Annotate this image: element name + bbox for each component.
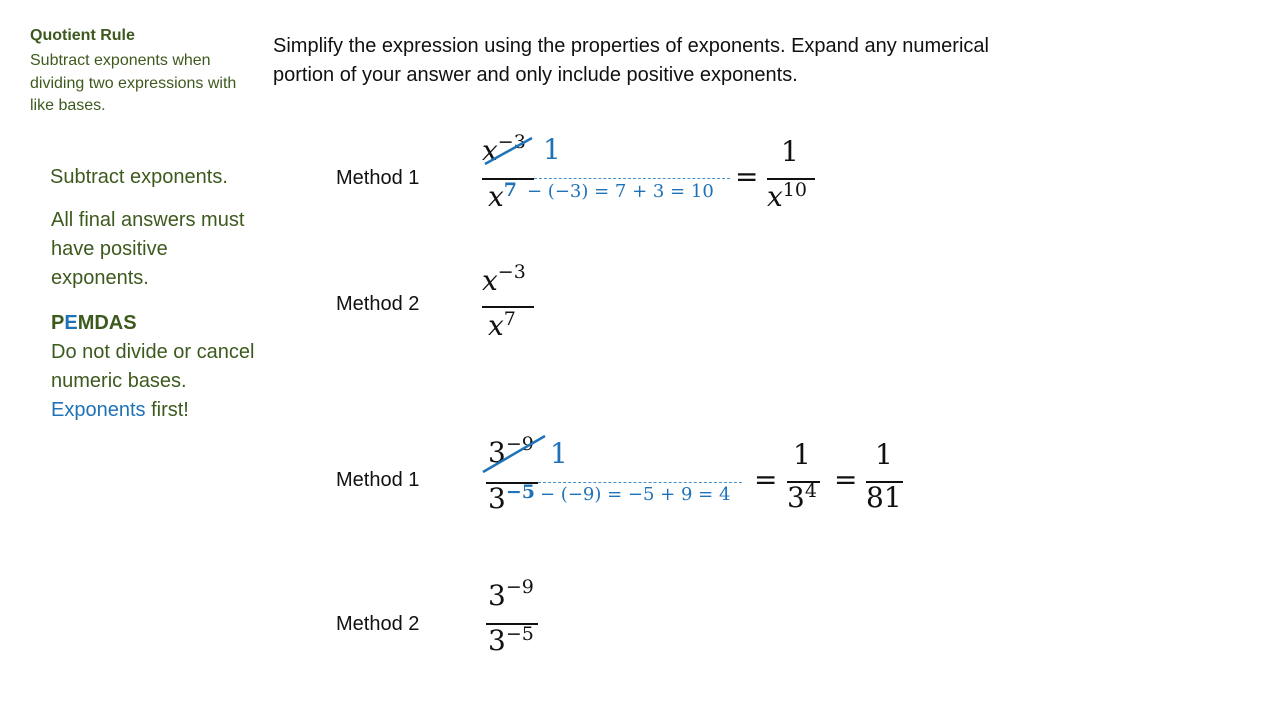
pemdas-p: P	[51, 312, 65, 334]
exponents-word: Exponents	[51, 399, 146, 421]
p1-method1-label: Method 1	[336, 167, 420, 189]
quotient-rule-title: Quotient Rule	[30, 27, 135, 44]
p2m1-result1-denominator	[787, 481, 817, 514]
note-positive-exponents: All final answers must have positive exponents.	[51, 209, 245, 289]
p2m1-result1-den-exp: 4	[804, 480, 817, 502]
p2m2-den-base: 3	[488, 624, 506, 657]
p2m2-numerator	[488, 576, 534, 612]
p2m1-cross-out-mark	[480, 432, 550, 476]
note-subtract-exponents: Subtract exponents.	[50, 166, 228, 188]
p2m1-replaced-numerator: 1	[550, 437, 568, 470]
p1m2-denominator	[488, 309, 516, 342]
p2m1-equals-1: =	[754, 463, 778, 496]
p1m2-den-exp: 7	[503, 308, 516, 330]
p1m1-den-exp: 7	[503, 179, 518, 201]
p1m1-replaced-numerator: 1	[543, 133, 561, 166]
p1m1-denominator	[488, 180, 517, 213]
p1m1-cross-out-mark	[480, 134, 536, 170]
p2m1-work: − (−9) = −5 + 9 = 4	[540, 484, 731, 505]
p2m2-num-exp: −9	[505, 576, 534, 598]
p1m1-result-den-base: x	[767, 180, 783, 213]
p1m2-numerator	[482, 261, 526, 297]
note-exponents-first	[51, 396, 281, 425]
p2m1-den-base: 3	[488, 482, 506, 515]
p1m1-num-exp: −3	[497, 131, 526, 153]
p1m2-num-base: x	[482, 264, 498, 297]
p1m2-num-exp: −3	[497, 261, 526, 283]
p1m1-num-base: x	[482, 134, 498, 167]
p2m1-den-exp: −5	[505, 481, 535, 503]
p2m1-num-base: 3	[488, 436, 506, 469]
pemdas-heading	[51, 309, 281, 338]
p1m1-work: − (−3) = 7 + 3 = 10	[527, 181, 714, 202]
p2-method1-label: Method 1	[336, 469, 420, 491]
p1m1-den-base: x	[488, 180, 504, 213]
p2m1-denominator	[488, 482, 535, 515]
p2m1-result1-den-base: 3	[787, 481, 805, 514]
p2m2-denominator	[488, 624, 534, 657]
p1m1-equals: =	[735, 160, 759, 193]
p2m1-result1-numerator: 1	[793, 438, 811, 471]
p1m1-result-denominator	[767, 180, 807, 213]
p2m2-num-base: 3	[488, 579, 506, 612]
p1m1-dashed-guide	[534, 178, 730, 179]
instructions-text: Simplify the expression using the properties of exponents. Expand any numerical portion of your answer and only include positive exponents.	[273, 35, 989, 86]
note-do-not-divide: Do not divide or cancel numeric bases.	[51, 341, 255, 392]
quotient-rule-description: Subtract exponents when dividing two expressions with like bases.	[30, 52, 237, 114]
p2m1-result2-denominator: 81	[866, 481, 902, 514]
p2m1-equals-2: =	[834, 463, 858, 496]
p1-method2-label: Method 2	[336, 293, 420, 315]
first-word: first!	[145, 399, 189, 421]
p2-method2-label: Method 2	[336, 613, 420, 635]
p1m1-result-numerator: 1	[781, 135, 799, 168]
p2m1-dashed-guide	[538, 482, 742, 483]
p1m2-den-base: x	[488, 309, 504, 342]
pemdas-rest: MDAS	[77, 312, 137, 334]
p1m1-result-den-exp: 10	[782, 179, 807, 201]
pemdas-e: E	[64, 312, 78, 334]
p2m2-den-exp: −5	[505, 623, 534, 645]
p2m1-num-exp: −9	[505, 433, 534, 455]
p2m1-result2-numerator: 1	[875, 438, 893, 471]
